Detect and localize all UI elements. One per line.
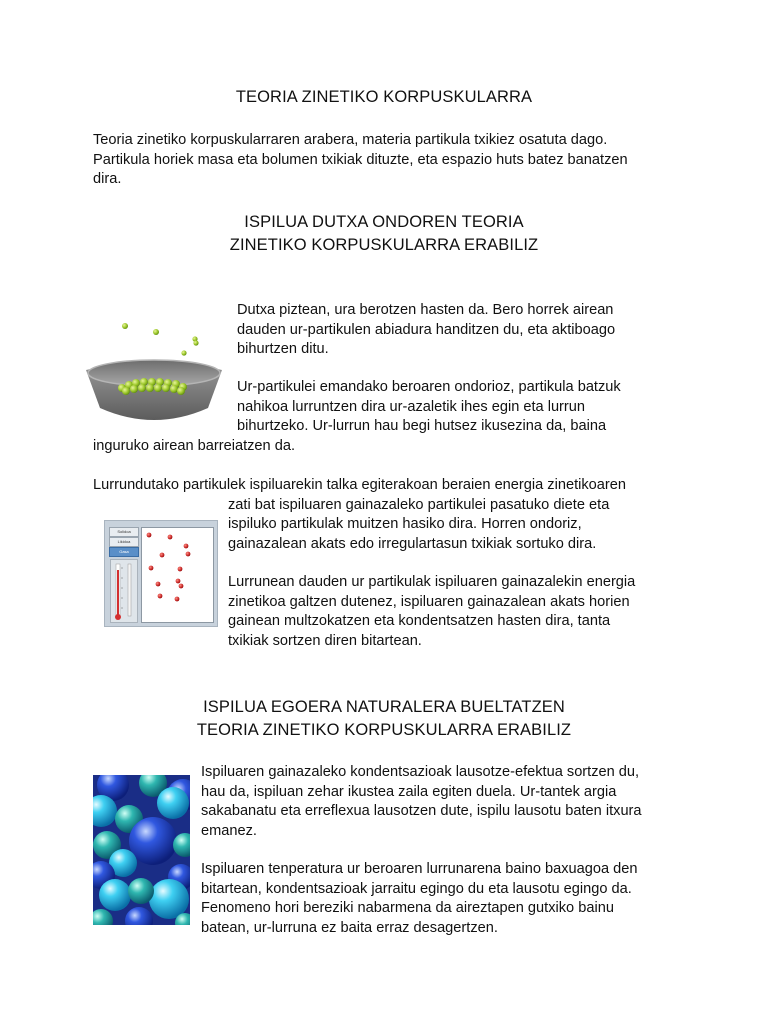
liquid-button: Likidoa (109, 537, 139, 547)
text-line: inguruko airean barreiatzen da. (93, 437, 296, 454)
text-line: hau da, ispiluan zehar ikustea zaila egiten duela. Ur-tantek argia (201, 783, 617, 800)
section2-title-line: ISPILUA EGOERA NATURALERA BUELTATZEN (203, 698, 565, 716)
text-line: Lurrundutako partikulek ispiluarekin talka egiterakoan beraien energia zinetikoaren (93, 477, 626, 493)
intro-line: Partikula horiek masa eta bolumen txikiak dituzte, eta espazio huts batez banatzen (93, 151, 628, 168)
text-line: batean, ur-lurruna ez baita erraz desagertzen. (201, 919, 498, 936)
text-line: bihurtzeko. Ur-lurrun hau begi hutsez ikusezina da, baina (237, 418, 607, 435)
text-line: sakabanatu eta erreflexua lausotzen dute, ispilu lausotu baten itxura (201, 803, 642, 820)
text-line: nahikoa lurruntzen dira ur-azaletik ihes egin eta lurrun (237, 398, 586, 415)
text-line: txikiak sortzen diren bitartean. (228, 632, 422, 649)
text-line: ispiluko partikulak muitzen hasiko dira. Horren ondoriz, (228, 516, 582, 533)
text-line: gainean multzokatzen eta kondentsatzen hasten dira, tanta (228, 613, 611, 630)
text-line: gainazalean akats edo irregulartasun txikiak sortuko dira. (228, 535, 597, 552)
section1-title-line: ZINETIKO KORPUSKULARRA ERABILIZ (229, 236, 539, 254)
text-line: Dutxa piztean, ura berotzen hasten da. Bero horrek airean (237, 302, 614, 318)
intro-line: Teoria zinetiko korpuskularraren arabera, materia partikula txikiez osatuta dago. (93, 132, 608, 148)
text-line: emanez. (201, 822, 257, 839)
gas-simulation-image (104, 520, 218, 627)
text-line: zinetikoa galtzen dutenez, ispiluaren gainazalean akats horien (228, 593, 630, 610)
text-line: Fenomeno hori bereziki nabarmena da aireztapen gutxiko bainu (201, 900, 614, 917)
text-line: bihurtzen ditu. (237, 341, 329, 358)
text-line: Ispiluaren gainazaleko kondentsazioak lausotze-efektua sortzen du, (201, 764, 640, 780)
section2-title (0, 696, 768, 742)
text-line: bitartean, kondentsazioak jarraitu egingo du eta lausotu egingo da. (201, 880, 632, 897)
intro-line: dira. (93, 171, 122, 188)
text-line: Ispiluaren tenperatura ur beroaren lurrunarena baino baxuagoa den (201, 861, 638, 877)
section1-title-line: ISPILUA DUTXA ONDOREN TEORIA (244, 213, 524, 231)
section1-title (0, 211, 768, 257)
text-line: zati bat ispiluaren gainazaleko partikulei pasatuko diete eta (228, 496, 610, 513)
page-title: TEORIA ZINETIKO KORPUSKULARRA (235, 88, 533, 106)
particle-box (141, 527, 214, 623)
thermometer-panel (110, 559, 138, 623)
water-molecules-spheres-image (93, 775, 190, 925)
gas-button: Gasa (109, 547, 139, 557)
text-line: Ur-partikulei emandako beroaren ondorioz, partikula batzuk (237, 379, 621, 395)
text-line: dauden ur-partikulen abiadura handitzen du, eta aktiboago (237, 321, 616, 338)
section2-title-line: TEORIA ZINETIKO KORPUSKULARRA ERABILIZ (196, 721, 572, 739)
solid-button: Solidoa (109, 527, 139, 537)
text-line: Lurrunean dauden ur partikulak ispiluaren gainazalekin energia (228, 574, 636, 590)
bowl-water-particles-image (84, 318, 224, 430)
